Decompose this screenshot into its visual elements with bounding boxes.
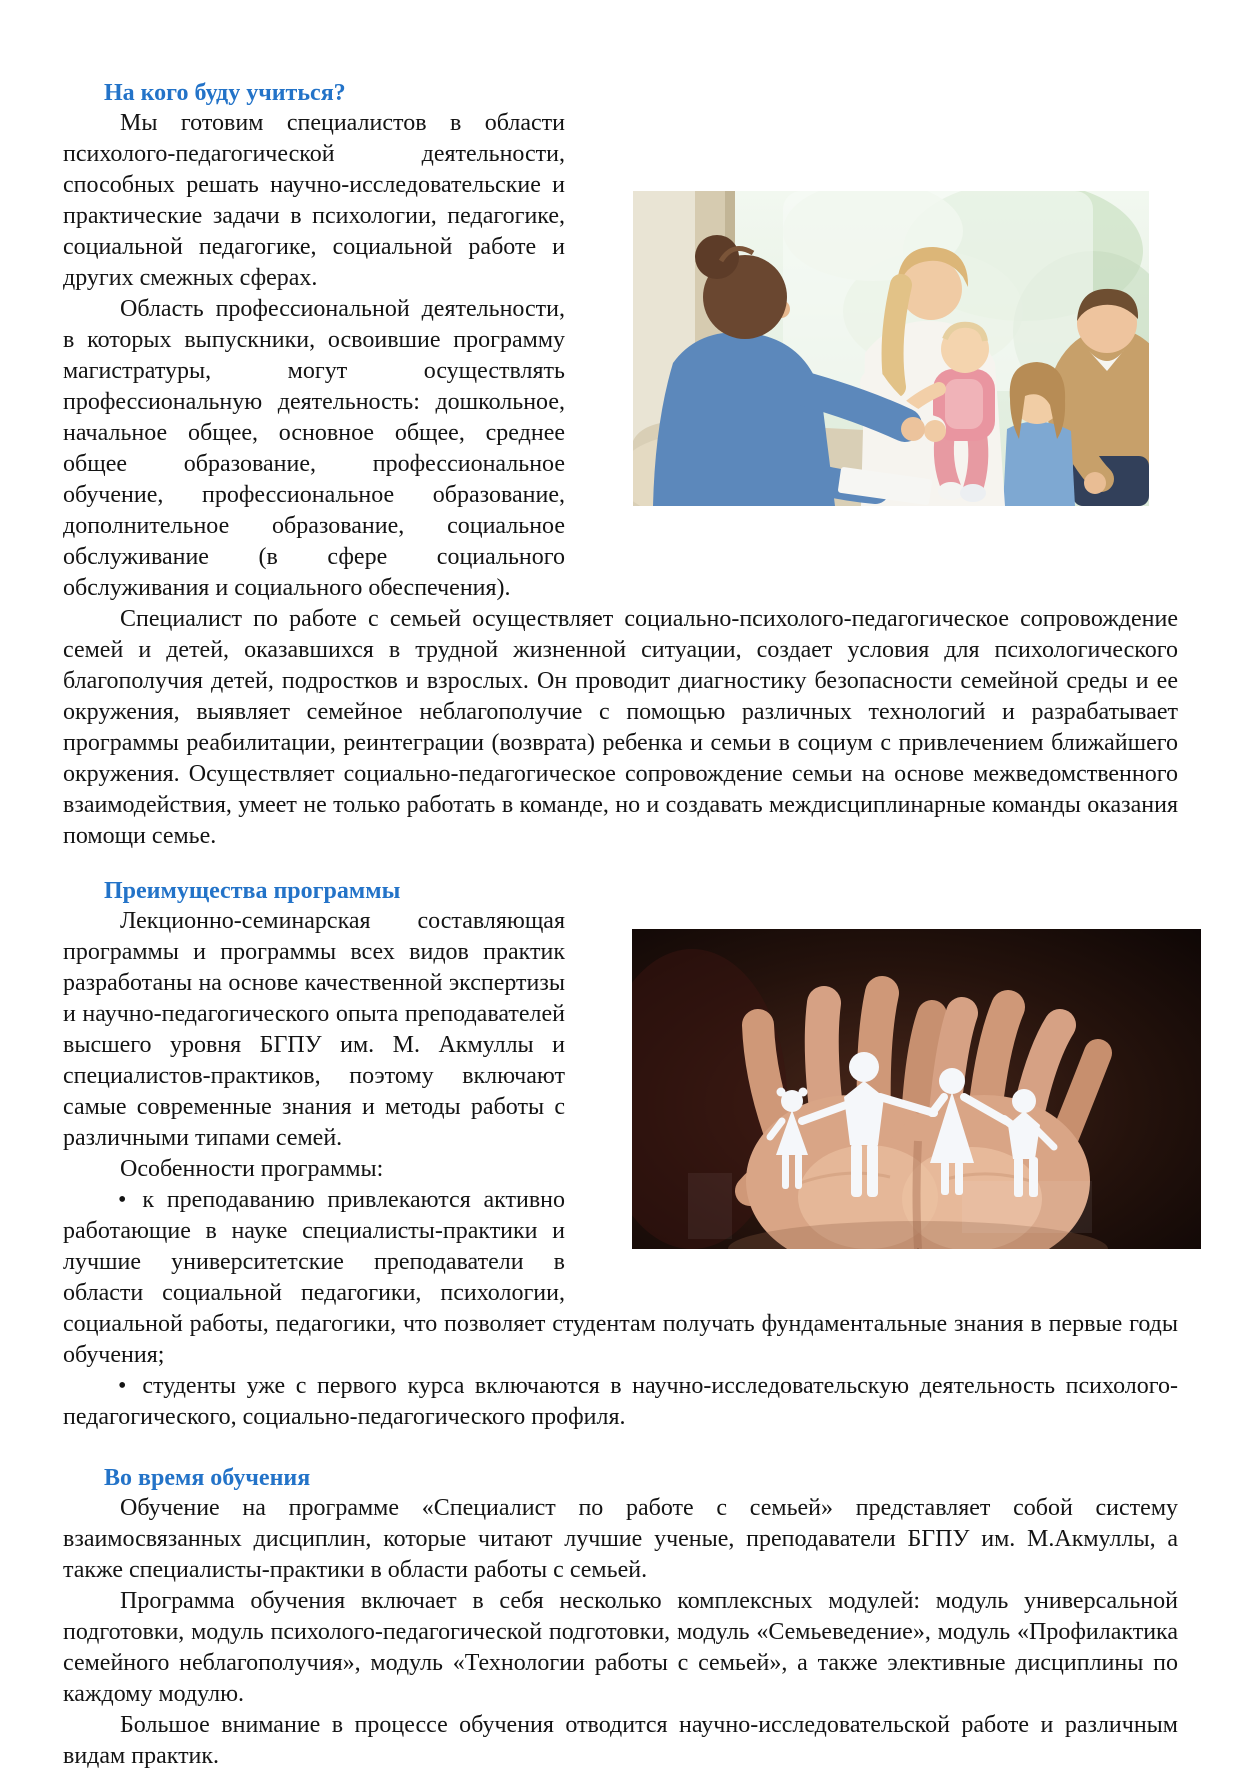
section-program-advantages: [63, 876, 1178, 1433]
bullet-item-students: [63, 1371, 1178, 1433]
section-heading-who: На кого буду учиться?: [104, 80, 346, 106]
family-consultation-illustration: [633, 191, 1149, 506]
section-heading-advantages: Преимущества программы: [104, 878, 401, 904]
section-heading-during-studies: Во время обучения: [104, 1465, 311, 1491]
paragraph-professional-area: Область профессиональной деятельности, в которых выпускники, освоившие программу магистратуры, могут осуществлять профессиональную деятельность: дошкольное, начальное общее, основное общее, среднее общее образование, профессиональное обучение, профессиональное образование, дополнительное образование, социальное обслуживание (в сфере социального обслуживания и социального обеспечения).: [63, 296, 565, 601]
bullet-text: к преподаванию привлекаются активно работающие в науке специалисты-практики и лучшие университетские преподаватели в области социальной педагогики, психологии, социальной работы, педагогики, что позволяет студентам получать фундаментальные знания в первые годы обучения;: [63, 1187, 1178, 1368]
paragraph-research-attention: Большое внимание в процессе обучения отводится научно-исследовательской работе и различным видам практик.: [63, 1712, 1178, 1769]
bullet-text: студенты уже с первого курса включаются в научно-исследовательскую деятельность психолого-педагогического, социально-педагогического профиля.: [63, 1373, 1178, 1430]
paragraph-lecture-seminar: Лекционно-семинарская составляющая программы и программы всех видов практик разработаны на основе качественной экспертизы и научно-педагогического опыта преподавателей высшего уровня БГПУ им. М. Акмуллы и специалистов-практиков, поэтому включают самые современные знания и методы работы с различными типами семей.: [63, 908, 565, 1151]
paragraph-program-modules: Программа обучения включает в себя несколько комплексных модулей: модуль универсальной подготовки, модуль психолого-педагогической подготовки, модуль «Семьеведение», модуль «Профилактика семейного неблагополучия», модуль «Технологии работы с семьей», а также элективные дисциплины по каждому модулю.: [63, 1588, 1178, 1707]
hands-holding-paper-family-photo: [632, 876, 1201, 1296]
paragraph-program-features: Особенности программы:: [120, 1156, 384, 1182]
family-consultation-photo: [633, 78, 1149, 570]
paragraph-family-specialist: Специалист по работе с семьей осуществляет социально-психолого-педагогическое сопровождение семей и детей, оказавшихся в трудной жизненной ситуации, создает условия для психологического благополучия детей, подростков и взрослых. Он проводит диагностику безопасности семейной среды и ее окружения, выявляет семейное неблагополучие с помощью различных технологий и разрабатывает программы реабилитации, реинтеграции (возврата) ребенка и семьи в социум с привлечением ближайшего окружения. Осуществляет социально-педагогическое сопровождение семьи на основе межведомственного взаимодействия, умеет не только работать в команде, но и создавать междисциплинарные команды оказания помощи семье.: [63, 606, 1178, 849]
hands-paper-family-illustration: [632, 929, 1201, 1249]
section-during-studies: [63, 1463, 1178, 1772]
paragraph-we-prepare: Мы готовим специалистов в области психолого-педагогической деятельности, способных решать научно-исследовательские и практические задачи в психологии, педагогике, социальной педагогике, социальной работе и других смежных сферах.: [63, 110, 565, 291]
paragraph-training-system: Обучение на программе «Специалист по работе с семьей» представляет собой систему взаимосвязанных дисциплин, которые читают лучшие ученые, преподаватели БГПУ им. М.Акмуллы, а также специалисты-практики в области работы с семьей.: [63, 1495, 1178, 1583]
bullet-marker-icon: •: [118, 1187, 127, 1213]
bullet-marker-icon: •: [118, 1373, 127, 1399]
section-who-will-i-study: [63, 78, 1178, 852]
